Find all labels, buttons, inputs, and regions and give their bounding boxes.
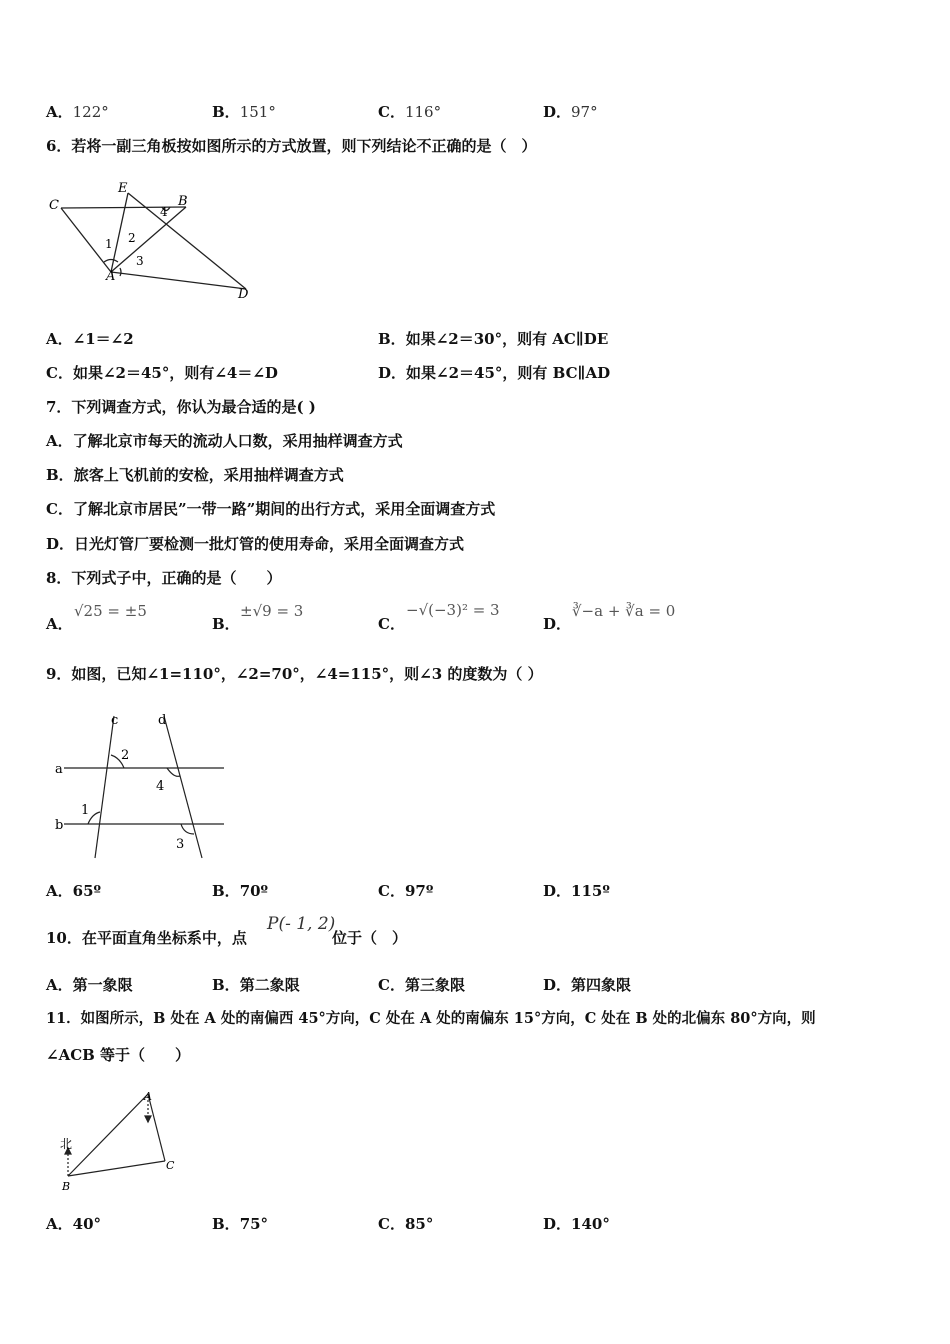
q6-option-a: A．∠1＝∠2 bbox=[46, 330, 134, 348]
q8-option-b-letter: B． bbox=[212, 615, 240, 633]
q9-label-a: a bbox=[55, 762, 63, 777]
q8-option-a-formula: √25 = ±5 bbox=[74, 602, 147, 620]
q11-label-north: 北 bbox=[60, 1137, 73, 1151]
q8-option-c-formula: −√(−3)² = 3 bbox=[406, 601, 500, 619]
q6-figure bbox=[44, 178, 264, 302]
q5-option-c: C．116° bbox=[378, 103, 442, 121]
q5-option-a: A．122° bbox=[46, 103, 109, 121]
q8-option-c-letter: C． bbox=[378, 615, 405, 633]
q10-option-a: A．第一象限 bbox=[46, 976, 133, 994]
q9-option-b: B．70º bbox=[212, 882, 269, 900]
q8-option-b-formula: ±√9 = 3 bbox=[240, 602, 304, 620]
q11-option-c: C．85° bbox=[378, 1215, 434, 1233]
q9-option-a: A．65º bbox=[46, 882, 102, 900]
q9-angle-1: 1 bbox=[81, 803, 90, 818]
q11-option-a: A．40° bbox=[46, 1215, 102, 1233]
q7-option-b: B．旅客上飞机前的安检，采用抽样调查方式 bbox=[46, 466, 344, 484]
q10-option-b: B．第二象限 bbox=[212, 976, 300, 994]
q6-option-c: C．如果∠2＝45°，则有∠4＝∠D bbox=[46, 364, 278, 382]
q6-label-a: A bbox=[106, 269, 116, 284]
q8-stem: 8．下列式子中，正确的是（ ） bbox=[46, 569, 282, 587]
q9-stem: 9．如图，已知∠1=110°，∠2=70°，∠4=115°，则∠3 的度数为（ ） bbox=[46, 665, 543, 683]
q11-figure bbox=[52, 1086, 187, 1196]
q9-label-c: c bbox=[111, 713, 119, 728]
q9-figure bbox=[50, 708, 235, 863]
q6-angle-4: 4 bbox=[160, 205, 168, 219]
q9-label-d: d bbox=[158, 713, 167, 728]
q6-angle-1: 1 bbox=[105, 237, 113, 251]
q10-option-c: C．第三象限 bbox=[378, 976, 465, 994]
q8-option-a-letter: A． bbox=[46, 615, 73, 633]
q6-option-b: B．如果∠2＝30°，则有 AC∥DE bbox=[378, 330, 609, 348]
q6-label-c: C bbox=[49, 198, 59, 213]
q7-option-c: C．了解北京市居民”一带一路”期间的出行方式，采用全面调查方式 bbox=[46, 500, 496, 518]
q9-option-d: D．115º bbox=[543, 882, 610, 900]
q10-option-d: D．第四象限 bbox=[543, 976, 632, 994]
q11-stem-line2: ∠ACB 等于（ ） bbox=[46, 1046, 191, 1064]
q9-option-c: C．97º bbox=[378, 882, 434, 900]
q8-option-d-formula: ∛−a + ∛a = 0 bbox=[572, 602, 676, 620]
q10-stem-after: 位于（ ） bbox=[332, 929, 408, 947]
q11-option-d: D．140° bbox=[543, 1215, 610, 1233]
q5-option-d: D．97° bbox=[543, 103, 598, 121]
q11-label-b: B bbox=[62, 1180, 71, 1193]
q6-option-d: D．如果∠2＝45°，则有 BC∥AD bbox=[378, 364, 611, 382]
q6-angle-3: 3 bbox=[136, 254, 144, 268]
q11-label-a: A bbox=[144, 1090, 152, 1103]
q11-stem-line1: 11．如图所示，B 处在 A 处的南偏西 45°方向，C 处在 A 处的南偏东 15°方向，C 处在 B 处的北偏东 80°方向，则 bbox=[46, 1010, 816, 1027]
q7-option-a: A．了解北京市每天的流动人口数，采用抽样调查方式 bbox=[46, 432, 403, 450]
q11-option-b: B．75° bbox=[212, 1215, 269, 1233]
q9-label-b: b bbox=[55, 818, 64, 833]
q11-label-c: C bbox=[166, 1159, 175, 1172]
q6-stem: 6．若将一副三角板按如图所示的方式放置，则下列结论不正确的是（ ） bbox=[46, 137, 537, 155]
q5-option-b: B．151° bbox=[212, 103, 276, 121]
q9-angle-3: 3 bbox=[176, 837, 185, 852]
q9-angle-2: 2 bbox=[121, 748, 130, 763]
q6-label-d: D bbox=[238, 287, 249, 302]
q6-label-b: B bbox=[178, 194, 188, 209]
q10-point: P(- 1, 2) bbox=[267, 914, 336, 934]
q9-angle-4: 4 bbox=[156, 779, 165, 794]
q7-option-d: D．日光灯管厂要检测一批灯管的使用寿命，采用全面调查方式 bbox=[46, 535, 465, 553]
q6-angle-2: 2 bbox=[128, 231, 136, 245]
q10-stem-before: 10．在平面直角坐标系中，点 bbox=[46, 929, 247, 947]
q8-option-d-letter: D． bbox=[543, 615, 572, 633]
q7-stem: 7．下列调查方式，你认为最合适的是( ) bbox=[46, 398, 316, 416]
q6-label-e: E bbox=[118, 181, 128, 196]
